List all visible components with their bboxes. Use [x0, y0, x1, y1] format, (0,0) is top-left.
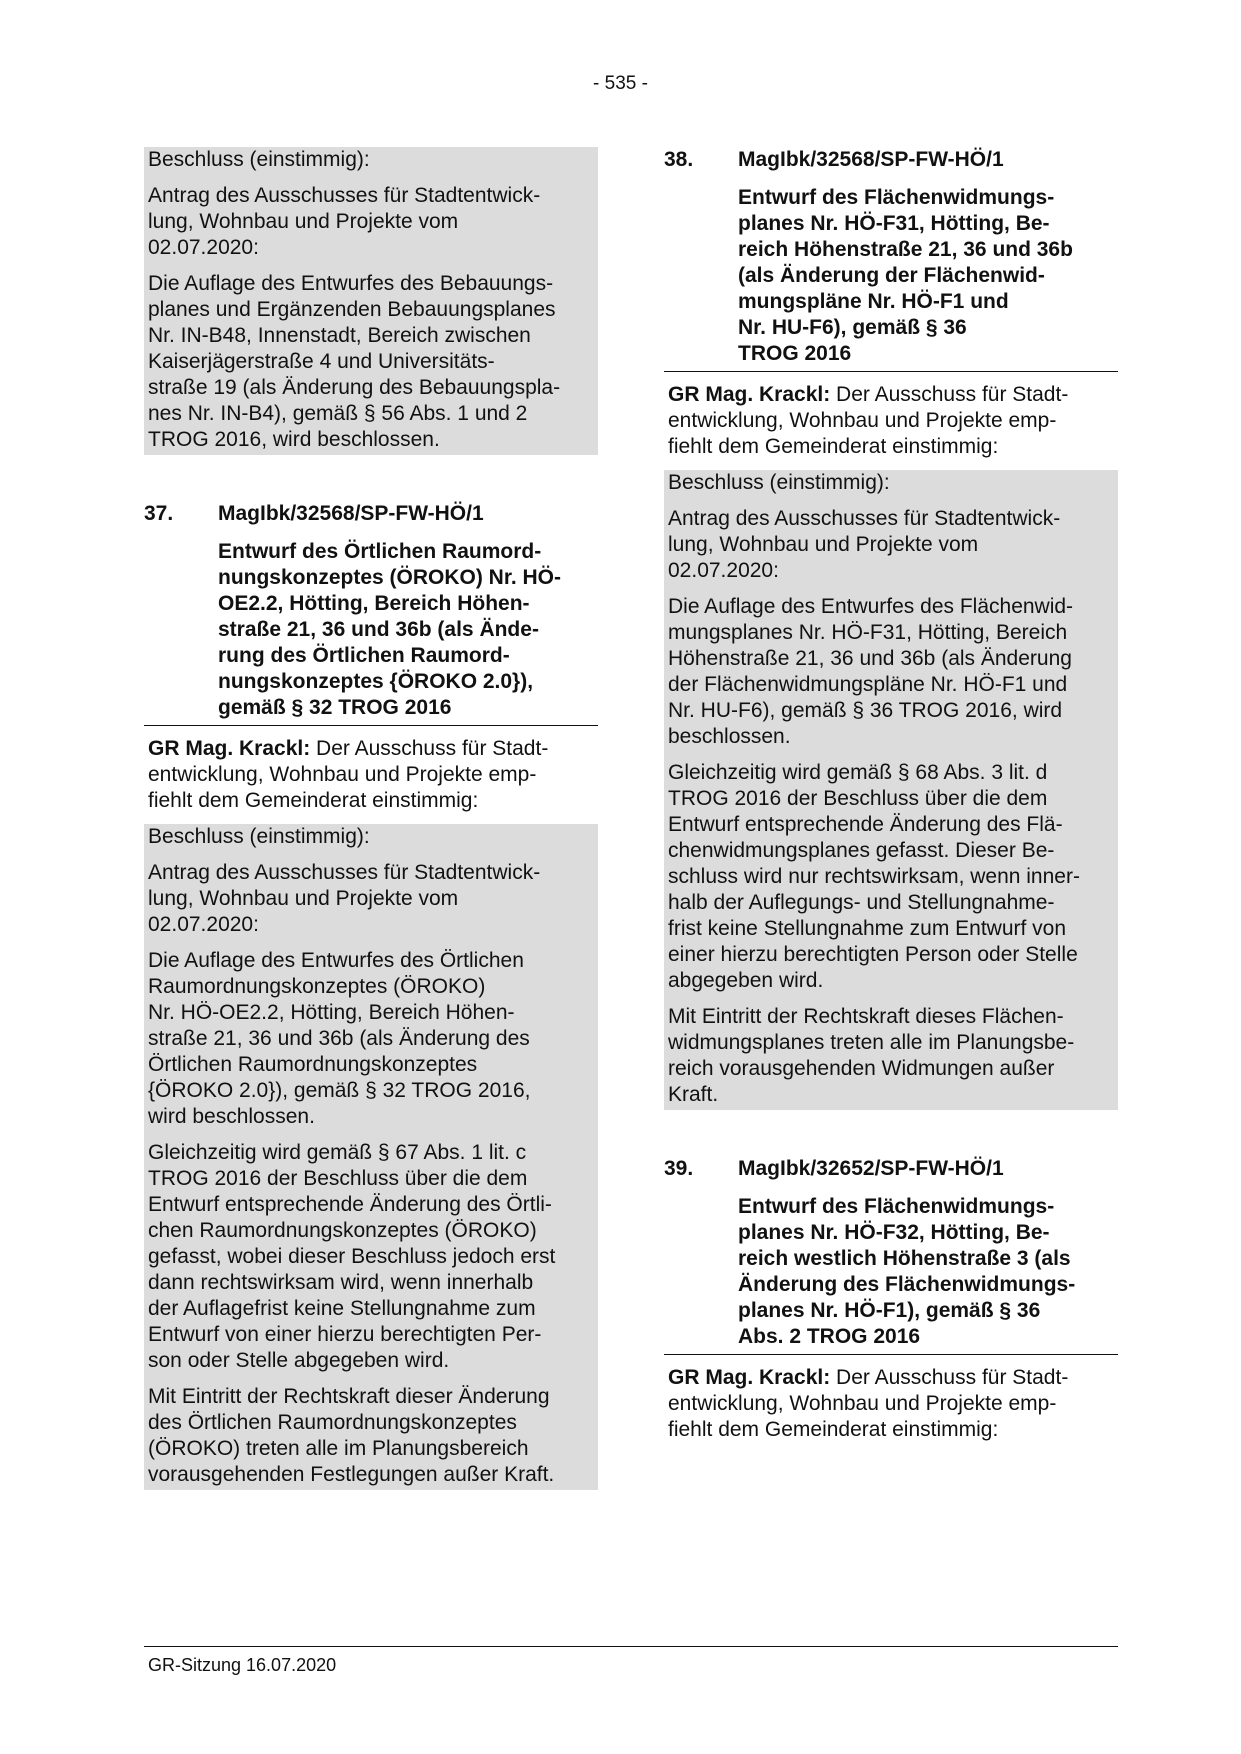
- speaker-name: GR Mag. Krackl:: [148, 737, 311, 760]
- speaker-name: GR Mag. Krackl:: [668, 383, 831, 406]
- item-title: Entwurf des Örtlichen Raumord- nungskonzeptes (ÖROKO) Nr. HÖ- OE2.2, Hötting, Bereich Höhen- straße 21, 36 und 36b (als Ände- rung des Örtlichen Raumord- nungskonzeptes {ÖROKO 2.0}), gemäß § 32 TROG 2016: [144, 539, 598, 726]
- item-number: 39.: [664, 1157, 694, 1180]
- resolution-paragraph-1: Die Auflage des Entwurfes des Örtlichen Raumordnungskonzeptes (ÖROKO) Nr. HÖ-OE2.2, Hötting, Bereich Höhen- straße 21, 36 und 36b (als Änderung des Örtlichen Raumordnungskonzeptes {ÖROKO 2.0}), gemäß § 32 TROG 2016, wird beschlossen.: [148, 949, 531, 1128]
- speaker-intro: [664, 1365, 1118, 1443]
- item-reference: MagIbk/32568/SP-FW-HÖ/1: [218, 502, 484, 525]
- agenda-item-37: [144, 501, 598, 1490]
- speaker-intro: [664, 382, 1118, 460]
- item-title: Entwurf des Flächenwidmungs- planes Nr. HÖ-F32, Hötting, Be- reich westlich Höhenstraße 3 (als Änderung des Flächenwidmungs- planes Nr. HÖ-F1), gemäß § 36 Abs. 2 TROG 2016: [664, 1194, 1118, 1355]
- resolution-block-37: [144, 824, 598, 1490]
- item-heading: [144, 501, 598, 527]
- beschluss-label: Beschluss (einstimmig):: [668, 471, 890, 494]
- item-number: 37.: [144, 502, 174, 525]
- resolution-block-36: [144, 147, 598, 455]
- speaker-name: GR Mag. Krackl:: [668, 1366, 831, 1389]
- footer-divider: [144, 1646, 1118, 1647]
- beschluss-label: Beschluss (einstimmig):: [148, 148, 370, 171]
- resolution-block-38: [664, 470, 1118, 1110]
- item-heading: [664, 147, 1118, 173]
- antrag-text: Antrag des Ausschusses für Stadtentwick- lung, Wohnbau und Projekte vom 02.07.2020:: [148, 861, 541, 936]
- antrag-text: Antrag des Ausschusses für Stadtentwick- lung, Wohnbau und Projekte vom 02.07.2020:: [668, 507, 1061, 582]
- agenda-item-38: [664, 147, 1118, 1110]
- resolution-paragraph-2: Gleichzeitig wird gemäß § 67 Abs. 1 lit. c TROG 2016 der Beschluss über die dem Entwurf entsprechende Änderung des Örtli- chen Raumordnungskonzeptes (ÖROKO) gefasst, wobei dieser Beschluss jedoch erst dann rechtswirksam wird, wenn innerhalb der Auflagefrist keine Stellungnahme zum Entwurf von einer hierzu berechtigten Per- son oder Stelle abgegeben wird.: [148, 1141, 556, 1372]
- resolution-text: Die Auflage des Entwurfes des Bebauungs- planes und Ergänzenden Bebauungsplanes Nr. IN-B48, Innenstadt, Bereich zwischen Kaiserjägerstraße 4 und Universitäts- straße 19 (als Änderung des Bebauungspla- nes Nr. IN-B4), gemäß § 56 Abs. 1 und 2 TROG 2016, wird beschlossen.: [148, 272, 561, 451]
- right-column: [664, 147, 1118, 1453]
- resolution-paragraph-3: Mit Eintritt der Rechtskraft dieser Änderung des Örtlichen Raumordnungskonzeptes (ÖROKO) treten alle im Planungsbereich vorausgehenden Festlegungen außer Kraft.: [148, 1385, 555, 1486]
- antrag-text: Antrag des Ausschusses für Stadtentwick- lung, Wohnbau und Projekte vom 02.07.2020:: [148, 184, 541, 259]
- item-title: Entwurf des Flächenwidmungs- planes Nr. HÖ-F31, Hötting, Be- reich Höhenstraße 21, 36 und 36b (als Änderung der Flächenwid- mungspläne Nr. HÖ-F1 und Nr. HU-F6), gemäß § 36 TROG 2016: [664, 185, 1118, 372]
- intro-text: Der Ausschuss für Stadt- entwicklung, Wohnbau und Projekte emp- fiehlt dem Gemeinderat einstimmig:: [668, 1366, 1069, 1441]
- agenda-item-39: [664, 1156, 1118, 1443]
- item-reference: MagIbk/32568/SP-FW-HÖ/1: [738, 148, 1004, 171]
- item-reference: MagIbk/32652/SP-FW-HÖ/1: [738, 1157, 1004, 1180]
- page-number: - 535 -: [593, 73, 648, 94]
- left-column: [144, 147, 598, 1490]
- item-number: 38.: [664, 148, 694, 171]
- beschluss-label: Beschluss (einstimmig):: [148, 825, 370, 848]
- resolution-paragraph-1: Die Auflage des Entwurfes des Flächenwid- mungsplanes Nr. HÖ-F31, Hötting, Bereich Höhenstraße 21, 36 und 36b (als Änderung der Flächenwidmungspläne Nr. HÖ-F1 und Nr. HU-F6), gemäß § 36 TROG 2016, wird beschlossen.: [668, 595, 1074, 748]
- resolution-paragraph-2: Gleichzeitig wird gemäß § 68 Abs. 3 lit. d TROG 2016 der Beschluss über die dem Entwurf entsprechende Änderung des Flä- chenwidmungsplanes gefasst. Dieser Be- schluss wird nur rechtswirksam, wenn inner- halb der Auflegungs- und Stellungnahme- frist keine Stellungnahme zum Entwurf von einer hierzu berechtigten Person oder Stelle abgegeben wird.: [668, 761, 1080, 992]
- intro-text: Der Ausschuss für Stadt- entwicklung, Wohnbau und Projekte emp- fiehlt dem Gemeinderat einstimmig:: [668, 383, 1069, 458]
- footer-session-date: GR-Sitzung 16.07.2020: [148, 1655, 337, 1675]
- resolution-paragraph-3: Mit Eintritt der Rechtskraft dieses Flächen- widmungsplanes treten alle im Planungsbe- reich vorausgehenden Widmungen außer Kraft.: [668, 1005, 1075, 1106]
- intro-text: Der Ausschuss für Stadt- entwicklung, Wohnbau und Projekte emp- fiehlt dem Gemeinderat einstimmig:: [148, 737, 549, 812]
- item-heading: [664, 1156, 1118, 1182]
- speaker-intro: [144, 736, 598, 814]
